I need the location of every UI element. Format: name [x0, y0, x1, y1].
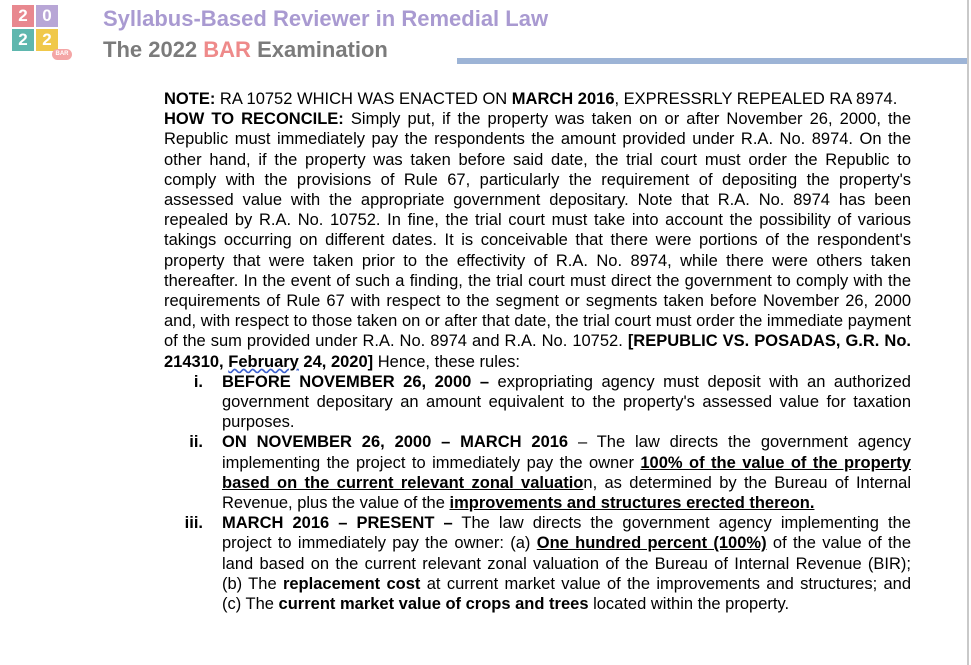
reconcile-tail: Hence, these rules:: [373, 352, 520, 371]
logo-digit: 2: [12, 5, 34, 27]
logo-digit: 2: [12, 29, 34, 51]
logo-bar-badge: BAR: [52, 49, 72, 60]
logo-digit: 0: [36, 5, 58, 27]
logo-2022: [12, 5, 72, 61]
subtitle-bar: BAR: [203, 37, 251, 62]
citation-month: February: [228, 352, 299, 371]
header-title: Syllabus-Based Reviewer in Remedial Law: [103, 6, 549, 31]
rule-number: ii.: [189, 433, 203, 452]
page-edge: [967, 0, 969, 665]
rule-number: iii.: [184, 514, 203, 533]
rule-bold: replacement cost: [282, 574, 421, 593]
subtitle-suffix: Examination: [250, 37, 388, 62]
note-text-end: , EXPRESSRLY REPEALED RA 8974.: [614, 90, 898, 108]
document-body: [164, 89, 911, 614]
subtitle-prefix: The 2022: [103, 37, 204, 62]
reconcile-paragraph: [164, 109, 911, 372]
rule-number: i.: [193, 372, 203, 391]
header-subtitle: [103, 37, 388, 63]
rule-text: located within the property.: [588, 595, 790, 614]
rule-heading: BEFORE NOVEMBER 26, 2000 –: [222, 372, 490, 391]
reconcile-label: HOW TO RECONCILE:: [164, 110, 344, 129]
rule-item: [164, 432, 911, 513]
citation-part: 24, 2020]: [298, 352, 374, 371]
rule-text: of the value of the land based on the current relevant zonal valuation of the Bureau of Internal Revenue (BIR); (b) The: [222, 534, 911, 593]
rule-underlined: One hundred percent (100%): [536, 534, 767, 553]
header-rule: [457, 58, 967, 64]
note-paragraph: [164, 89, 911, 109]
note-bold: MARCH 2016: [511, 90, 615, 108]
rule-item: [164, 513, 911, 614]
rule-underlined: 100% of the value of the property based on the current relevant zonal valuatio: [222, 453, 911, 492]
note-label: NOTE:: [164, 90, 216, 108]
rule-text: n, as determined by the Bureau of Internal Revenue, plus the value of the: [222, 473, 911, 513]
rule-text: expropriating agency must deposit with an authorized government depositary an amount equivalent to the property's assessed value for taxation purposes.: [222, 372, 911, 432]
note-text: RA 10752 WHICH WAS ENACTED ON: [215, 90, 512, 108]
logo-digit: 2: [36, 29, 58, 51]
rule-bold: current market value of crops and trees: [278, 595, 589, 614]
rule-text: at current market value of the improvements and structures; and (c) The: [222, 574, 912, 614]
reconcile-text: Simply put, if the property was taken on or after November 26, 2000, the Republic must immediately pay the respondents the amount provided under R.A. No. 8974. On the other hand, if the property was taken before said date, the trial court must order the Republic to comply with the provisions of Rule 67, particularly the requirement of depositing the property's assessed value with the appropriate government depositary. Note that R.A. No. 8974 has been repealed by R.A. No. 10752. In fine, the trial court must take into account the possibility of various takings occurring on different dates. It is conceivable that there were portions of the respondent's property that were taken prior to the effectivity of R.A. No. 8974, while there were others taken thereafter. In the event of such a finding, the trial court must direct the government to comply with the requirements of Rule 67 with respect to the segment or segments taken before November 26, 2000 and, with respect to those taken on or after that date, the trial court must order the immediate payment of the sum provided under R.A. No. 8974 and R.A. No. 10752.: [164, 110, 911, 351]
rule-underlined: improvements and structures erected thereon.: [449, 494, 815, 513]
rule-text: – The law directs the government agency implementing the project to immediately pay the owner: [222, 433, 911, 472]
rule-heading: ON NOVEMBER 26, 2000 – MARCH 2016: [222, 433, 569, 452]
rule-item: [164, 372, 911, 433]
citation-part: [REPUBLIC VS. POSADAS, G.R. No. 214310,: [164, 332, 911, 371]
rule-text: The law directs the government agency implementing the project to immediately pay the owner: (a): [222, 514, 911, 553]
rule-heading: MARCH 2016 – PRESENT –: [222, 514, 453, 533]
